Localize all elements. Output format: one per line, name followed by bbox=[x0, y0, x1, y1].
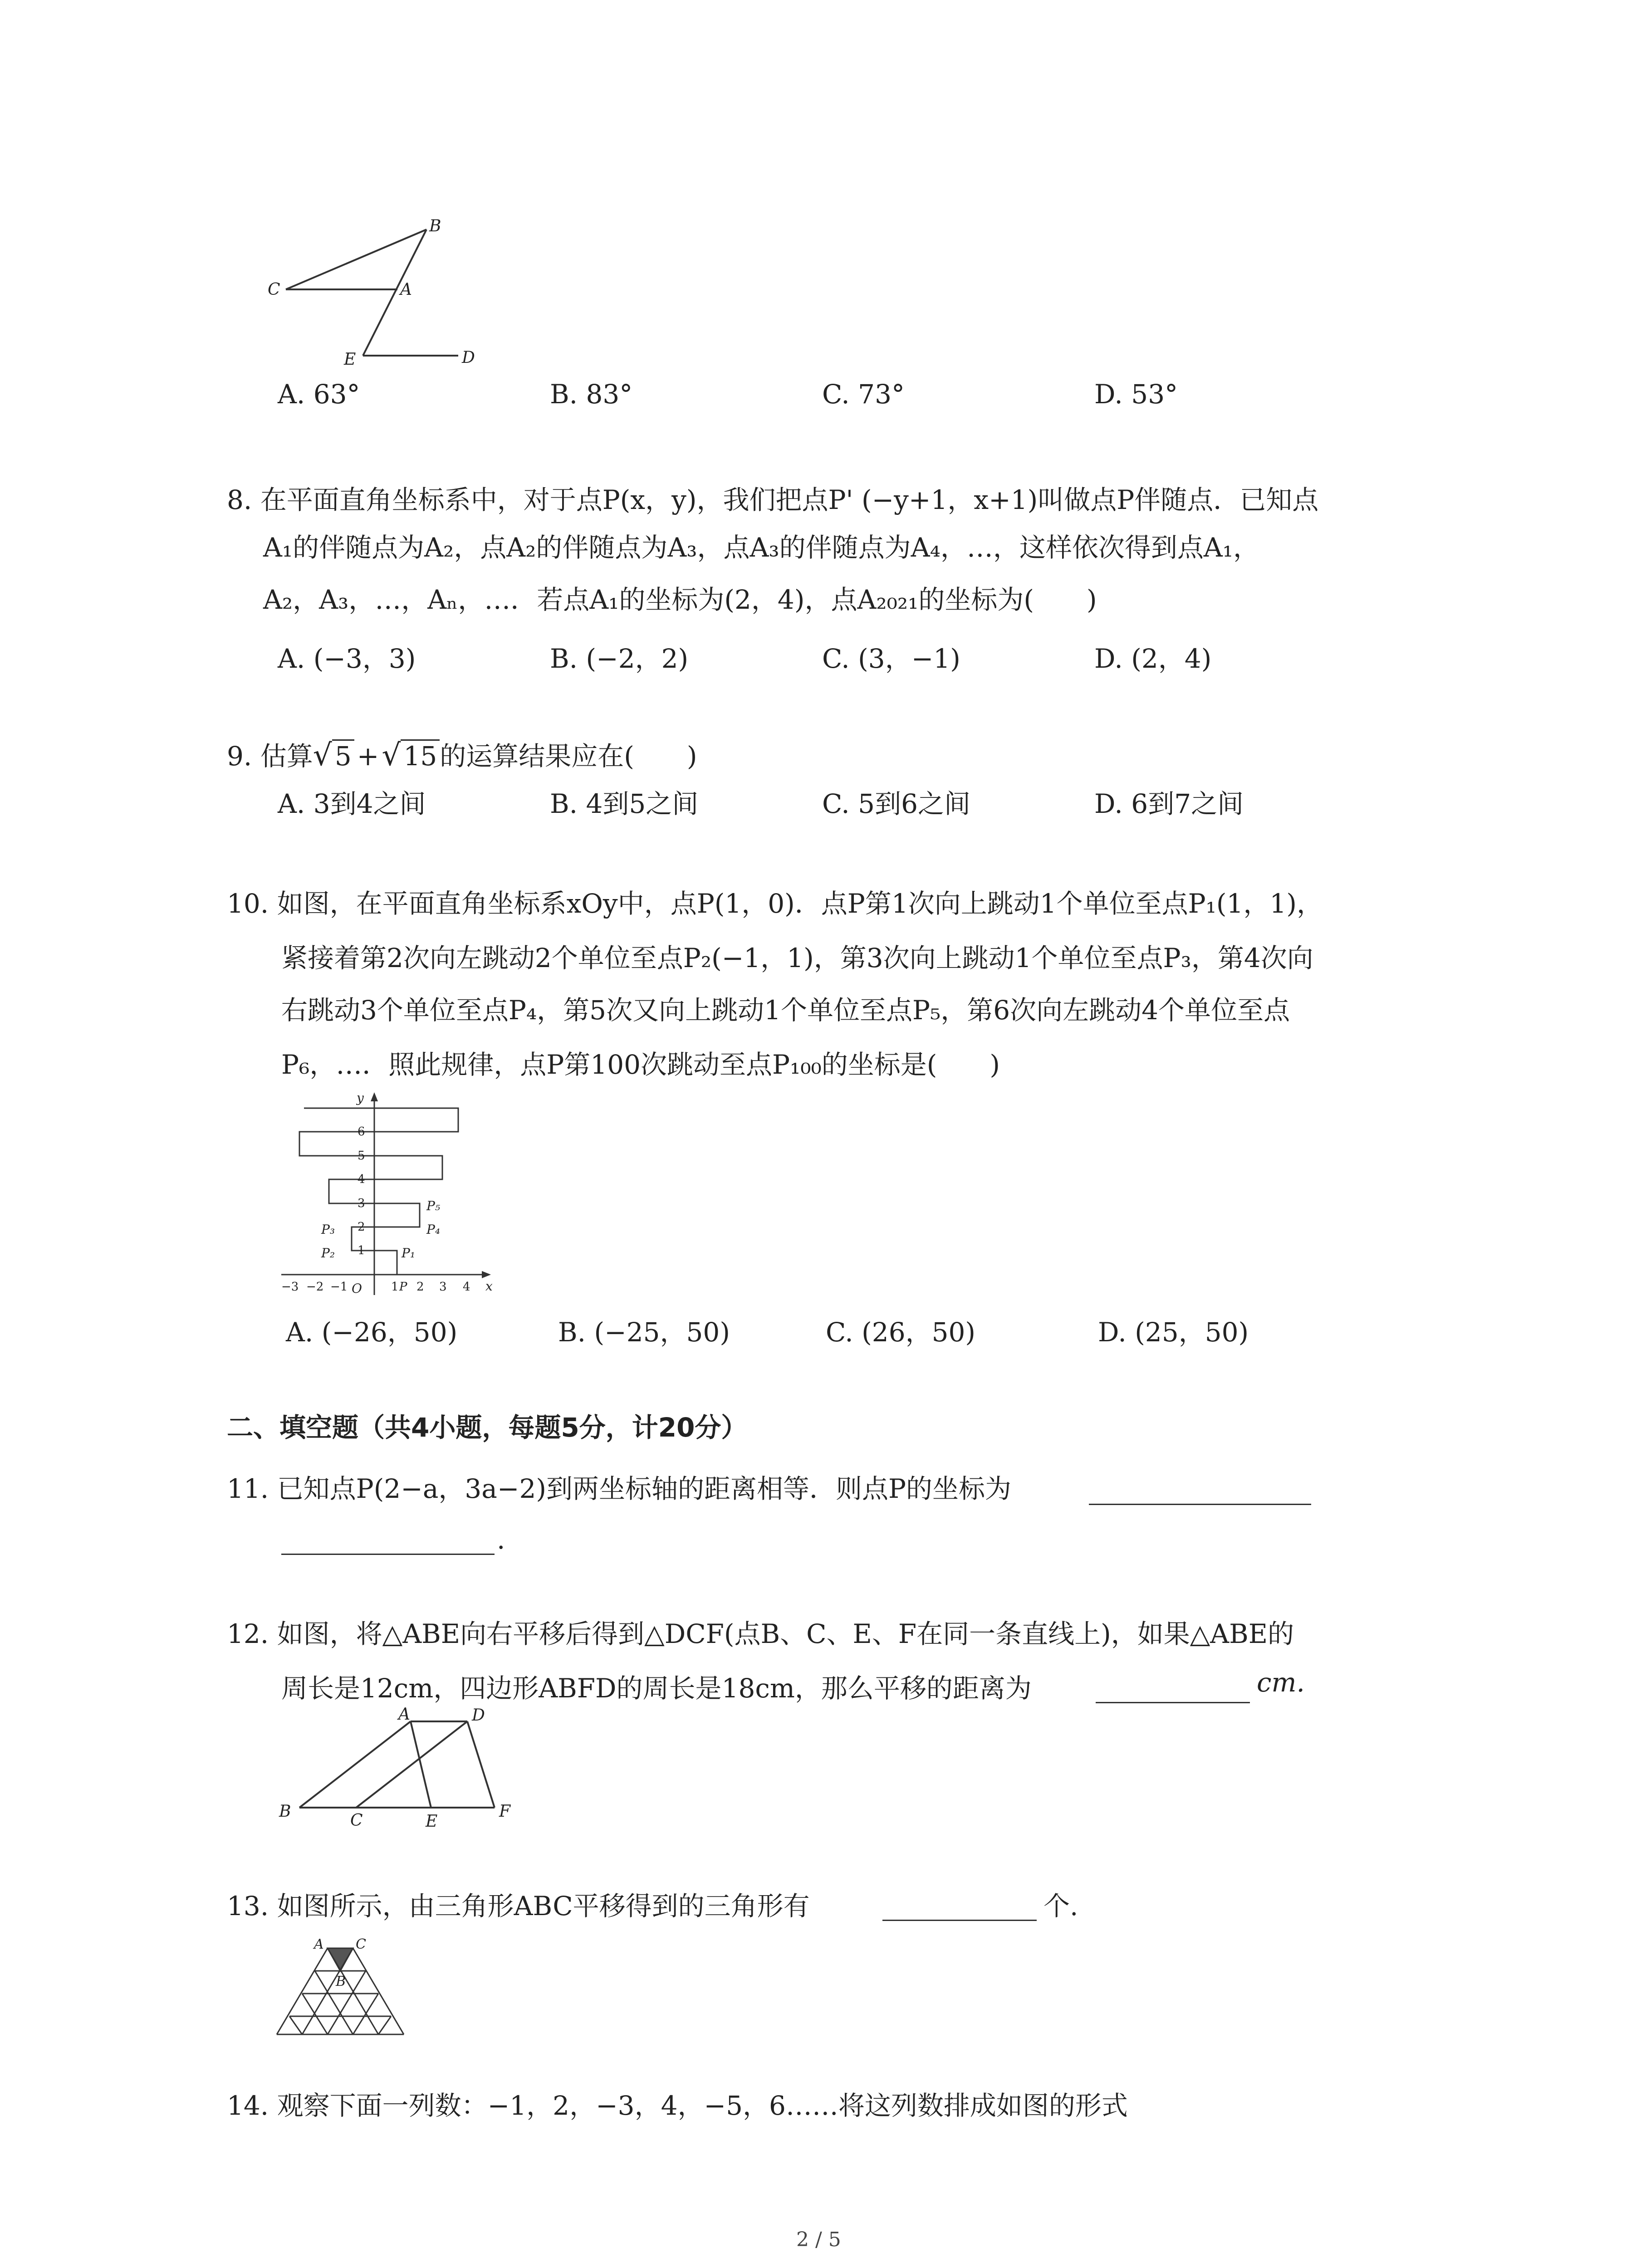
q10-option-c: C. (26，50) bbox=[826, 1317, 976, 1348]
x-axis-label: x bbox=[485, 1279, 493, 1294]
y-axis-arrow-icon bbox=[371, 1092, 378, 1101]
label-e: E bbox=[426, 1812, 438, 1831]
label-c: C bbox=[268, 280, 280, 299]
q10-figure bbox=[272, 1089, 517, 1302]
q7-option-d: D. 53° bbox=[1094, 379, 1178, 410]
point-p1-label: P₁ bbox=[402, 1246, 416, 1261]
line-df bbox=[467, 1721, 495, 1808]
y-tick-4: 4 bbox=[358, 1173, 365, 1186]
label-c: C bbox=[356, 1936, 366, 1952]
q8-line-3: A₂，A₃，…，Aₙ，…．若点A₁的坐标为(2，4)，点A₂₀₂₁的坐标为( ) bbox=[263, 584, 1097, 615]
label-c: C bbox=[350, 1811, 363, 1830]
origin-label: O bbox=[352, 1281, 362, 1296]
label-d: D bbox=[462, 348, 475, 367]
q11-answer-blank-1[interactable] bbox=[1089, 1504, 1311, 1505]
line-ae bbox=[411, 1721, 431, 1808]
label-a: A bbox=[398, 1705, 410, 1724]
line-dc bbox=[356, 1721, 467, 1808]
label-a: A bbox=[314, 1936, 324, 1952]
x-tick-1: 1 bbox=[391, 1280, 399, 1294]
q9-radicand-1: 5 bbox=[332, 739, 354, 772]
page-number: 2 / 5 bbox=[796, 2228, 841, 2251]
point-p3-label: P₃ bbox=[321, 1222, 335, 1237]
y-tick-2: 2 bbox=[358, 1220, 365, 1234]
x-p-label: P bbox=[399, 1280, 407, 1294]
q9-plus: + bbox=[357, 741, 379, 772]
q8-option-b: B. (−2，2) bbox=[550, 643, 689, 674]
q13-text: 13. 如图所示，由三角形ABC平移得到的三角形有 bbox=[227, 1891, 810, 1921]
y-axis-label: y bbox=[357, 1090, 364, 1105]
label-b: B bbox=[429, 217, 441, 235]
label-f: F bbox=[499, 1802, 510, 1821]
label-b: B bbox=[336, 1974, 346, 1989]
q10-line-4: P₆，…．照此规律，点P第100次跳动至点P₁₀₀的坐标是( ) bbox=[281, 1049, 1000, 1080]
q10-line-2: 紧接着第2次向左跳动2个单位至点P₂(−1，1)，第3次向上跳动1个单位至点P₃，第4次向 bbox=[281, 943, 1313, 973]
q10-line-1: 10. 如图，在平面直角坐标系xOy中，点P(1，0)．点P第1次向上跳动1个单位至点P₁(1，1)， bbox=[227, 888, 1323, 919]
q14-text: 14. 观察下面一列数：−1，2，−3，4，−5，6……将这列数排成如图的形式 bbox=[227, 2090, 1128, 2121]
grid-diag-r5 bbox=[289, 2016, 302, 2034]
q7-option-b: B. 83° bbox=[550, 379, 633, 410]
q13-answer-blank[interactable] bbox=[882, 1920, 1037, 1921]
q11-end: . bbox=[497, 1524, 505, 1555]
q8-option-d: D. (2，4) bbox=[1094, 643, 1212, 674]
q10-option-d: D. (25，50) bbox=[1098, 1317, 1249, 1348]
x-tick-3: 3 bbox=[439, 1280, 447, 1294]
q8-line-1: 8. 在平面直角坐标系中，对于点P(x，y)，我们把点P' (−y+1，x+1)叫做点P伴随点．已知点 bbox=[227, 484, 1319, 515]
q9-radicand-2: 15 bbox=[401, 739, 440, 772]
point-p5-label: P₅ bbox=[426, 1198, 441, 1213]
q12-line-1: 12. 如图，将△ABE向右平移后得到△DCF(点B、C、E、F在同一条直线上)，如果△ABE的 bbox=[227, 1618, 1294, 1649]
q13-unit: 个. bbox=[1043, 1891, 1078, 1921]
grid-diag-l5 bbox=[378, 2016, 391, 2034]
q12-answer-blank[interactable] bbox=[1096, 1702, 1250, 1703]
q10-line-3: 右跳动3个单位至点P₄，第5次又向上跳动1个单位至点P₅，第6次向左跳动4个单位至点 bbox=[281, 995, 1290, 1026]
y-tick-1: 1 bbox=[358, 1244, 365, 1257]
line-ab bbox=[299, 1721, 411, 1808]
q9-option-c: C. 5到6之间 bbox=[822, 788, 970, 819]
q12-figure bbox=[272, 1703, 526, 1835]
x-tick-neg3: −3 bbox=[281, 1280, 299, 1294]
q9-stem bbox=[227, 735, 697, 773]
q7-figure bbox=[254, 213, 508, 376]
y-tick-5: 5 bbox=[358, 1149, 365, 1163]
q13-figure bbox=[272, 1932, 417, 2037]
q8-option-a: A. (−3，3) bbox=[278, 643, 416, 674]
q10-option-a: A. (−26，50) bbox=[286, 1317, 458, 1348]
q9-option-b: B. 4到5之间 bbox=[550, 788, 699, 819]
x-tick-2: 2 bbox=[416, 1280, 424, 1294]
q12-unit: cm. bbox=[1257, 1667, 1305, 1698]
q9-prefix: 9. 估算 bbox=[227, 741, 313, 772]
q7-option-a: A. 63° bbox=[278, 379, 360, 410]
y-tick-6: 6 bbox=[358, 1125, 365, 1139]
label-b: B bbox=[279, 1802, 291, 1821]
q7-option-c: C. 73° bbox=[822, 379, 905, 410]
q8-line-2: A₁的伴随点为A₂，点A₂的伴随点为A₃，点A₃的伴随点为A₄，…，这样依次得到点A₁， bbox=[263, 532, 1259, 563]
q11-text: 11. 已知点P(2−a，3a−2)到两坐标轴的距离相等．则点P的坐标为 bbox=[227, 1473, 1012, 1504]
section-heading: 二、填空题（共4小题，每题5分，计20分） bbox=[227, 1412, 748, 1443]
x-tick-4: 4 bbox=[463, 1280, 470, 1294]
q9-suffix: 的运算结果应在( ) bbox=[440, 741, 697, 772]
point-p4-label: P₄ bbox=[426, 1222, 441, 1237]
x-tick-neg1: −1 bbox=[330, 1280, 348, 1294]
q9-option-d: D. 6到7之间 bbox=[1094, 788, 1244, 819]
label-a: A bbox=[400, 280, 412, 299]
sqrt-icon: √ bbox=[313, 738, 332, 772]
q12-line-2: 周长是12cm，四边形ABFD的周长是18cm，那么平移的距离为 bbox=[281, 1673, 1032, 1704]
x-axis-arrow-icon bbox=[482, 1271, 491, 1278]
line-be bbox=[363, 230, 426, 356]
q8-option-c: C. (3，−1) bbox=[822, 643, 960, 674]
sqrt-icon-2: √ bbox=[382, 738, 401, 772]
x-tick-neg2: −2 bbox=[306, 1280, 324, 1294]
q11-answer-blank-2[interactable] bbox=[281, 1554, 495, 1555]
point-p2-label: P₂ bbox=[321, 1246, 335, 1261]
q9-option-a: A. 3到4之间 bbox=[278, 788, 426, 819]
shaded-triangle-abc bbox=[328, 1948, 353, 1971]
label-d: D bbox=[472, 1706, 485, 1725]
y-tick-3: 3 bbox=[358, 1197, 365, 1210]
q10-option-b: B. (−25，50) bbox=[558, 1317, 730, 1348]
label-e: E bbox=[344, 350, 356, 369]
